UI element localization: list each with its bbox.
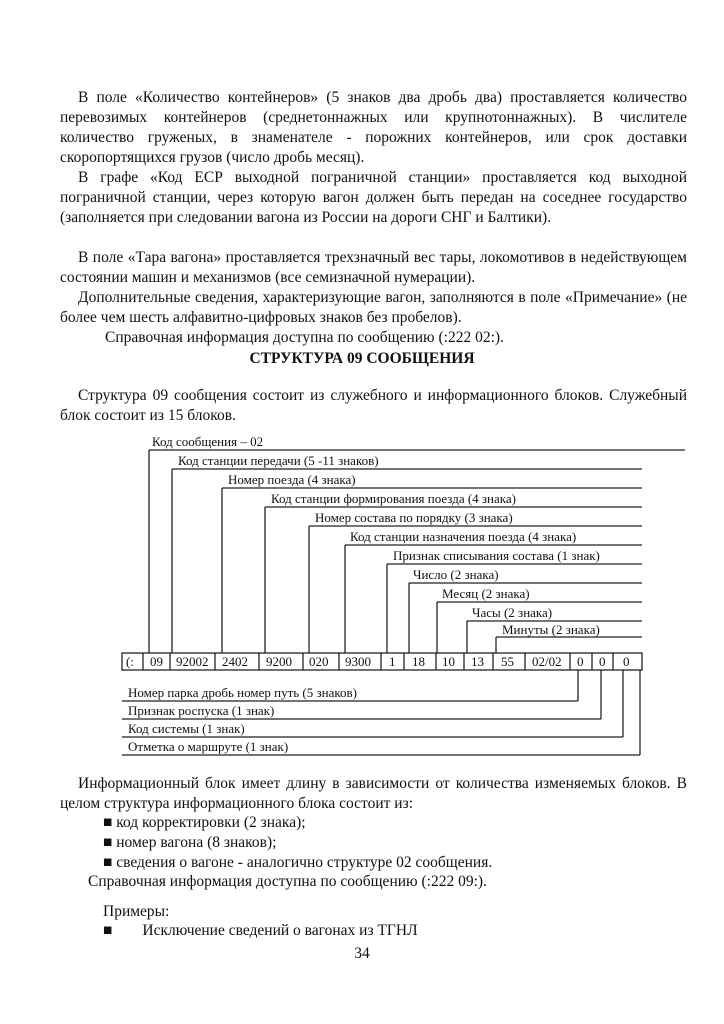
label-month: Месяц (2 знака) — [442, 586, 530, 601]
page-number: 34 — [354, 945, 370, 962]
label-system-code: Код системы (1 знак) — [128, 721, 245, 736]
paragraph-info-block: Информационный блок имеет длину в зависимости от количества изменяемых блоков. В целом структура информационного блока состоит из: — [60, 775, 687, 812]
bullet-text: код корректировки (2 знака); — [116, 814, 306, 831]
bullet-icon: ■ — [103, 854, 113, 871]
paragraph-additional-info: Дополнительные сведения, характеризующие вагон, заполняются в поле «Примечание» (не более чем шесть алфавитно-цифровых знаков без пробелов). — [60, 289, 687, 326]
example-item — [103, 921, 418, 941]
examples-label: Примеры: — [103, 903, 170, 920]
bullet-text: сведения о вагоне - аналогично структуре 02 сообщения. — [116, 854, 493, 871]
reference-09: Справочная информация доступна по сообщению (:222 09:). — [88, 873, 487, 890]
label-hours: Часы (2 знака) — [472, 605, 553, 620]
section-heading: СТРУКТУРА 09 СООБЩЕНИЯ — [249, 350, 475, 367]
bullet-item — [103, 833, 276, 853]
paragraph-structure-intro: Структура 09 сообщения состоит из служебного и информационного блоков. Служебный блок состоит из 15 блоков. — [60, 387, 687, 424]
label-sending-station: Код станции передачи (5 -11 знаков) — [178, 453, 379, 468]
field-row — [122, 653, 642, 670]
example-item-text: Исключение сведений о вагонах из ТГНЛ — [142, 922, 418, 939]
cell-hours: 13 — [471, 654, 484, 669]
paragraph-wagon-tare: В поле «Тара вагона» проставляется трехзначный вес тары, локомотивов в недействующем состоянии машин и механизмов (все семизначной нумерации). — [60, 249, 687, 286]
cell-composition-number: 020 — [309, 654, 329, 669]
cell-hump-flag: 0 — [577, 654, 584, 669]
bullet-icon: ■ — [103, 814, 113, 831]
label-minutes: Минуты (2 знака) — [502, 622, 600, 637]
paragraph-container-count: В поле «Количество контейнеров» (5 знаков два дробь два) проставляется количество перевозимых контейнеров (среднетоннажных или крупнотоннажных). В числителе количество груженых, в знаменателе - порожних контейнеров, или срок доставки скоропортящихся грузов (число дробь месяц). — [60, 89, 687, 166]
bullet-item — [103, 853, 492, 873]
label-composition-number: Номер состава по порядку (3 знака) — [315, 510, 513, 525]
cell-minutes: 55 — [501, 654, 514, 669]
bullet-icon: ■ — [103, 834, 113, 851]
label-hump-flag: Признак роспуска (1 знак) — [128, 703, 275, 718]
bullet-icon: ■ — [103, 922, 113, 939]
cell-formation-station: 9200 — [266, 654, 292, 669]
cell-open: (: — [126, 654, 134, 669]
label-park-track: Номер парка дробь номер путь (5 знаков) — [128, 685, 357, 700]
label-message-code: Код сообщения – 02 — [152, 434, 264, 449]
bullet-text: номер вагона (8 знаков); — [116, 834, 277, 851]
label-day: Число (2 знака) — [413, 567, 499, 582]
reference-02: Справочная информация доступна по сообщению (:222 02:). — [105, 329, 504, 346]
label-destination-station: Код станции назначения поезда (4 знака) — [350, 529, 577, 544]
cell-route-mark: 0 — [623, 654, 630, 669]
cell-month: 10 — [442, 654, 455, 669]
label-train-number: Номер поезда (4 знака) — [228, 472, 356, 487]
cell-train-number: 2402 — [222, 654, 248, 669]
cell-destination-station: 9300 — [345, 654, 371, 669]
cell-message-code: 09 — [150, 654, 163, 669]
label-write-off-flag: Признак списывания состава (1 знак) — [393, 548, 600, 563]
cell-park-track: 02/02 — [532, 654, 562, 669]
cell-sending-station: 92002 — [176, 654, 209, 669]
label-route-mark: Отметка о маршруте (1 знак) — [128, 739, 289, 754]
label-formation-station: Код станции формирования поезда (4 знака) — [271, 491, 517, 506]
cell-system-code: 0 — [599, 654, 606, 669]
top-labels — [152, 434, 600, 637]
cell-day: 18 — [412, 654, 425, 669]
cell-write-off-flag: 1 — [389, 654, 396, 669]
paragraph-border-station: В графе «Код ЕСР выходной пограничной станции» проставляется код выходной пограничной станции, через которую вагон должен быть передан на соседнее государство (заполняется при следовании вагона из России на дороги СНГ и Балтики). — [60, 169, 687, 226]
bullet-item — [103, 813, 306, 833]
